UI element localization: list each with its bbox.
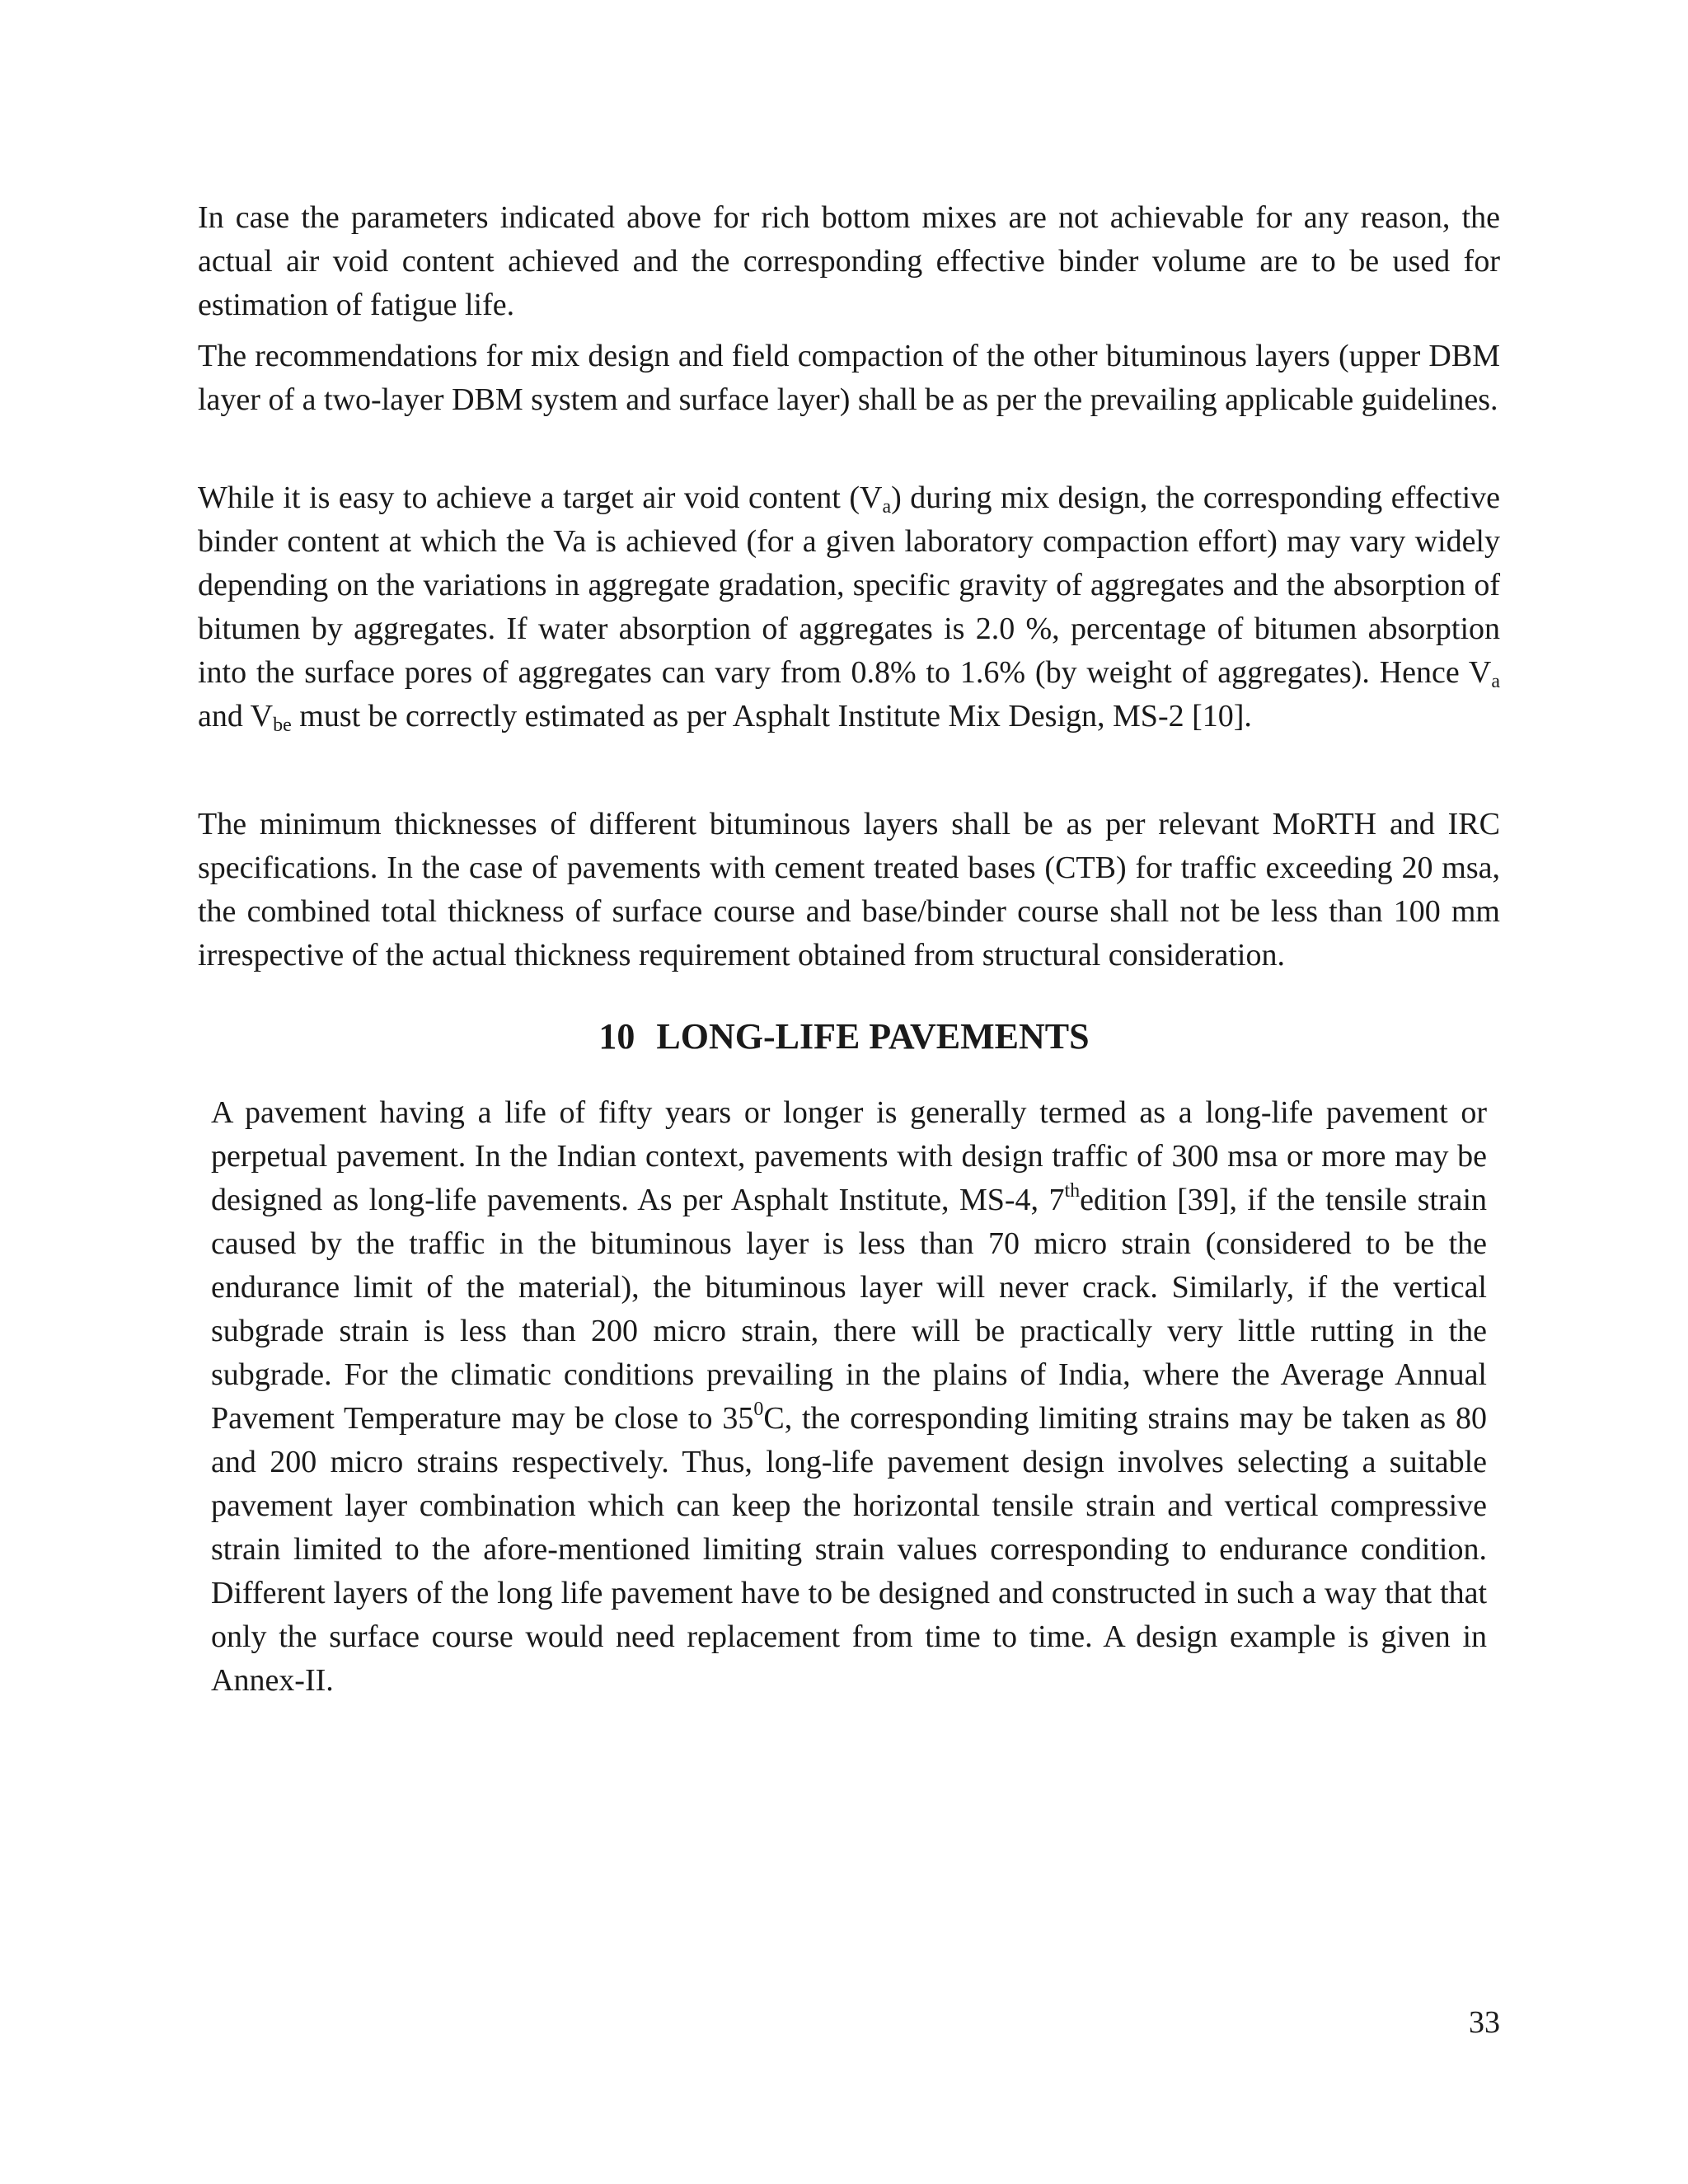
- paragraph-air-void-content: [198, 476, 1500, 738]
- degree-superscript: 0: [753, 1399, 764, 1420]
- long-life-text-2: edition [39], if the tensile strain caused by the traffic in the bituminous layer is less than 70 micro strain (considered to be the endurance limit of the material), the bituminous layer will never crack. Similarly, if the vertical subgrade strain is less than 200 micro strain, there will be practically very little rutting in the subgrade. For the climatic conditions prevailing in the plains of India, where the Average Annual Pavement Temperature may be close to 35: [211, 1183, 1488, 1436]
- long-life-text-3: C, the corresponding limiting strains may be taken as 80 and 200 micro strains respectively. Thus, long-life pavement design involves selecting a suitable pavement layer combination which can keep the horizontal tensile strain and vertical compressive strain limited to the afore-mentioned limiting strain values corresponding to endurance condition. Different layers of the long life pavement have to be designed and constructed in such a way that that only the surface course would need replacement from time to time. A design example is given in Annex-II.: [211, 1401, 1487, 1698]
- air-void-subscript-a-2: a: [1491, 671, 1500, 692]
- edition-superscript: th: [1064, 1180, 1081, 1202]
- section-number: 10: [598, 1016, 635, 1057]
- air-void-subscript-a: a: [882, 496, 892, 518]
- section-heading: [0, 1012, 1688, 1062]
- paragraph-minimum-thickness: The minimum thicknesses of different bituminous layers shall be as per relevant MoRTH and IRC specifications. In the case of pavements with cement treated bases (CTB) for traffic exceeding 20 msa, the combined total thickness of surface course and base/binder course shall not be less than 100 mm irrespective of the actual thickness requirement obtained from structural consideration.: [198, 807, 1500, 972]
- air-void-text-4: must be correctly estimated as per Asphalt Institute Mix Design, MS-2 [10].: [291, 699, 1252, 733]
- air-void-text-3: and V: [198, 699, 274, 733]
- air-void-subscript-be: be: [273, 715, 292, 736]
- paragraph-rich-bottom-mix: In case the parameters indicated above for rich bottom mixes are not achievable for any reason, the actual air void content achieved and the corresponding effective binder volume are to be used for estimation of fatigue life.: [198, 200, 1500, 322]
- section-title: LONG-LIFE PAVEMENTS: [656, 1016, 1090, 1057]
- long-life-text-1: A pavement having a life of fifty years or longer is generally termed as a long-life pavement or perpetual pavement. In the Indian context, pavements with design traffic of 300 msa or more may be designed as long-life pavements. As per Asphalt Institute, MS-4, 7: [211, 1095, 1487, 1217]
- air-void-text-2: ) during mix design, the corresponding effective binder content at which the Va is achieved (for a given laboratory compaction effort) may vary widely depending on the variations in aggregate gradation, specific gravity of aggregates and the absorption of bitumen by aggregates. If water absorption of aggregates is 2.0 %, percentage of bitumen absorption into the surface pores of aggregates can vary from 0.8% to 1.6% (by weight of aggregates). Hence V: [198, 480, 1500, 690]
- paragraph-mix-design-recommendations: The recommendations for mix design and field compaction of the other bituminous layers (upper DBM layer of a two-layer DBM system and surface layer) shall be as per the prevailing applicable guidelines.: [198, 339, 1500, 417]
- paragraph-long-life-pavements: [211, 1091, 1487, 1703]
- air-void-text-1: While it is easy to achieve a target air void content (V: [198, 480, 883, 515]
- page-number: 33: [1469, 2005, 1500, 2040]
